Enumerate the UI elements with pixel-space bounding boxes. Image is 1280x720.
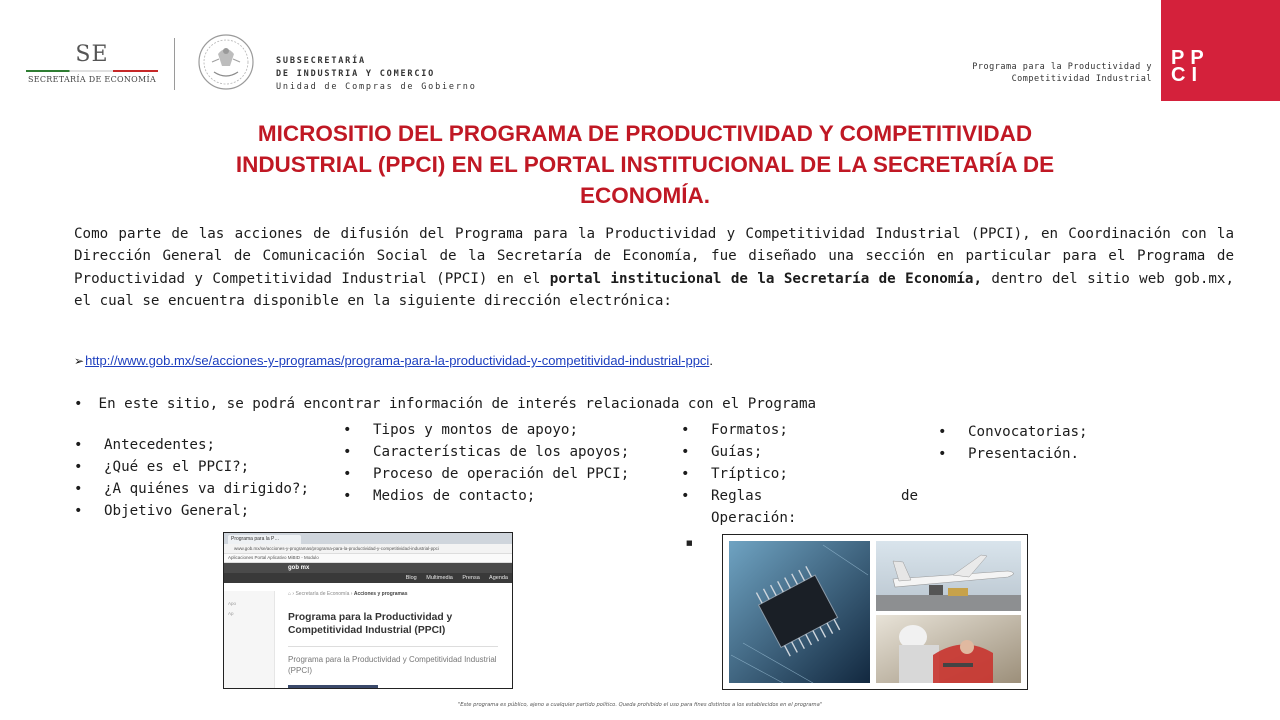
list-item: • Presentación. <box>938 443 1088 465</box>
gobmx-nav: Blog Multimedia Prensa Agenda <box>224 573 512 583</box>
microchip-photo <box>729 541 870 683</box>
workers-photo <box>876 615 1021 683</box>
lead-text: En este sitio, se podrá encontrar información de interés relacionada con el Programa <box>98 396 817 412</box>
header-line-1: SUBSECRETARÍA <box>276 56 366 66</box>
list-item: • Objetivo General; <box>74 500 309 522</box>
industry-photo-collage <box>722 534 1028 690</box>
header-line-3: Unidad de Compras de Gobierno <box>276 82 477 92</box>
intro-text-bold: portal institucional de la Secretaría de Economía, <box>549 270 982 287</box>
list-item: • Tipos y montos de apoyo; <box>343 419 629 441</box>
microsite-link[interactable]: http://www.gob.mx/se/acciones-y-programas/programa-para-la-productividad-y-competitividad-industrial-ppci <box>85 353 710 368</box>
crumb-a: Secretaría de Economía <box>295 591 350 597</box>
ppci-logo-line-2: CI <box>1171 64 1203 86</box>
gobmx-header: gob mx <box>224 563 512 573</box>
screenshot-subheading: Programa para la Productividad y Competitividad Industrial (PPCI) <box>288 655 497 675</box>
list-item: • Proceso de operación del PPCI; <box>343 463 629 485</box>
header-divider <box>174 38 175 90</box>
ppci-logo <box>1161 0 1280 101</box>
sidebar-text-2: Ap <box>228 611 234 616</box>
list-item: • Guías; <box>681 441 918 463</box>
browser-bookmarks-bar: Aplicaciones Portal Aplicativo MiBID - Modulo <box>224 554 512 563</box>
stray-bullet-icon: ■ <box>686 539 693 547</box>
browser-tab: Programa para la P… <box>228 535 301 544</box>
flag-colors-bar <box>26 70 158 72</box>
screenshot-sidebar <box>224 591 275 688</box>
program-name <box>912 61 1152 85</box>
intro-text-1: Como parte de las acciones de difusión del Programa para la Productividad y Competitividad Industrial (PPCI), en Coordinación con la Dirección General de Comunicación Social de la Secretaría de Economía, fue diseñado una sección en particular para el Programa de Productividad y Competitividad Industrial (PPCI) en el <box>74 226 1234 287</box>
se-logo-abbr: SE <box>75 42 109 67</box>
microsite-screenshot <box>223 532 513 689</box>
ppci-logo-line-1: PP <box>1171 47 1210 69</box>
link-trailing: . <box>709 353 713 368</box>
list-item: • ¿A quiénes va dirigido?; <box>74 478 309 500</box>
bullet-icon: • <box>74 396 83 412</box>
national-seal-icon <box>190 32 262 96</box>
screenshot-breadcrumb: ⌂ › Secretaría de Economía › Acciones y programas <box>288 591 408 597</box>
list-item: • Antecedentes; <box>74 434 309 456</box>
ppci-logo-text <box>1171 47 1210 86</box>
reglas-de-word: de <box>901 488 919 504</box>
list-item: • Características de los apoyos; <box>343 441 629 463</box>
se-logo-name: SECRETARÍA DE ECONOMÍA <box>27 75 157 84</box>
intro-text-2: dentro del sitio web gob.mx, el cual se encuentra disponible en la siguiente dirección electrónica: <box>74 270 1234 310</box>
program-name-line-1: Programa para la Productividad y <box>972 62 1152 72</box>
arrow-bullet-icon: ➢ <box>74 354 85 368</box>
browser-tab-bar <box>224 533 512 544</box>
link-line <box>74 353 713 368</box>
list-item: • Tríptico; <box>681 463 918 485</box>
topics-list-1 <box>74 434 309 522</box>
list-item: • Formatos; <box>681 419 918 441</box>
se-logo <box>22 42 162 84</box>
screenshot-image-edge <box>288 685 378 688</box>
program-name-line-2: Competitividad Industrial <box>1011 74 1152 84</box>
header-line-2: DE INDUSTRIA Y COMERCIO <box>276 69 436 79</box>
intro-paragraph <box>74 223 1234 313</box>
topics-list-4 <box>938 421 1088 465</box>
crumb-b: Acciones y programas <box>353 591 408 597</box>
list-item: • Medios de contacto; <box>343 485 629 507</box>
reglas-operacion-word: Operación: <box>711 510 797 526</box>
reglas-word: Reglas <box>711 488 763 504</box>
screenshot-heading: Programa para la Productividad y Competitividad Industrial (PPCI) <box>288 612 453 636</box>
topics-list-3 <box>681 419 918 529</box>
page-title: MICROSITIO DEL PROGRAMA DE PRODUCTIVIDAD Y COMPETITIVIDAD INDUSTRIAL (PPCI) EN EL PORTAL INSTITUCIONAL DE LA SECRETARÍA DE ECONOMÍA. <box>235 121 1055 208</box>
sidebar-text-1: Apo <box>228 601 237 606</box>
lead-sentence <box>74 394 816 414</box>
list-item: • ¿Qué es el PPCI?; <box>74 456 309 478</box>
header-unit-text <box>276 55 477 94</box>
screenshot-divider <box>288 646 498 647</box>
list-item: • Convocatorias; <box>938 421 1088 443</box>
airplane-photo <box>876 541 1021 611</box>
list-item <box>681 485 918 529</box>
topics-list-2 <box>343 419 629 507</box>
browser-address-bar: www.gob.mx/se/acciones-y-programas/programa-para-la-productividad-y-competitividad-industrial-ppci <box>224 544 512 554</box>
legal-footer: "Este programa es público, ajeno a cualquier partido político. Queda prohibido el uso para fines distintos a los establecidos en el programa" <box>457 702 823 708</box>
